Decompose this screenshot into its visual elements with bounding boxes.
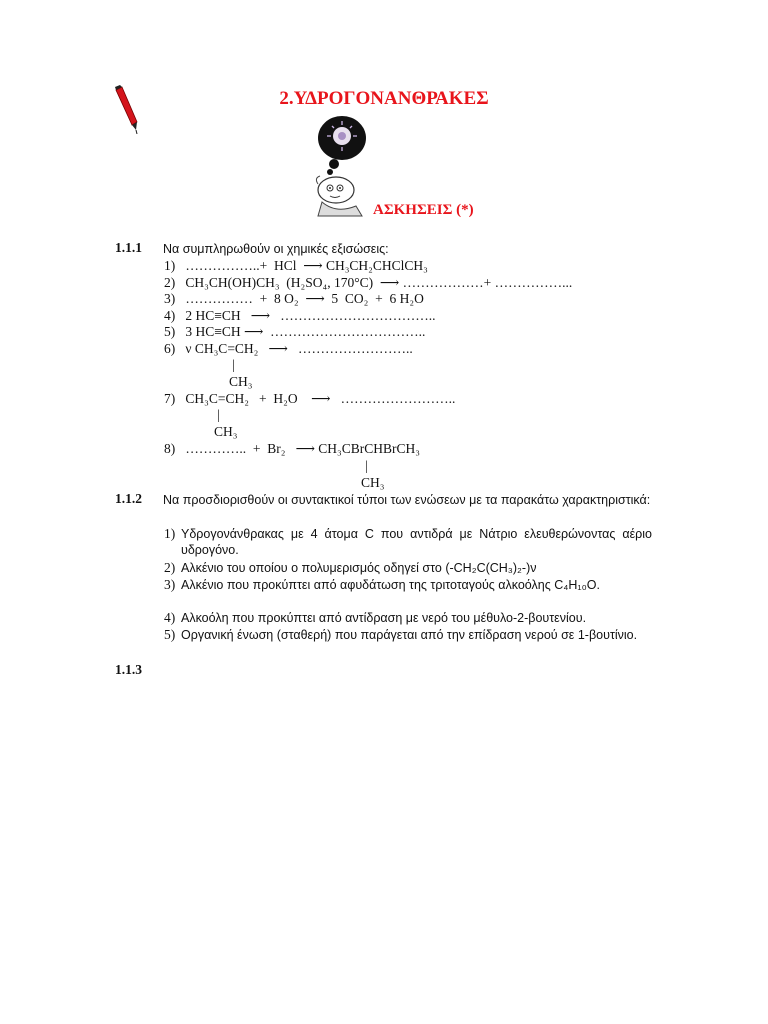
equation-5: 5) 3 HC≡CH ⟶ …………………………….. — [164, 324, 426, 339]
item-5-number: 5) — [164, 627, 176, 642]
exercises-heading: ΑΣΚΗΣΕΙΣ (*) — [373, 202, 474, 218]
item-2-text: Αλκένιο του οποίου ο πολυμερισμός οδηγεί στο (-CH₂C(CH₃)₂-)ν — [181, 561, 537, 575]
thinking-child-illustration — [306, 114, 374, 218]
item-4-text: Αλκοόλη που προκύπτει από αντίδραση με νερό του μέθυλο-2-βουτενίου. — [181, 611, 587, 625]
item-5-text: Οργανική ένωση (σταθερή) που παράγεται από την επίδραση νερού σε 1-βουτίνιο. — [181, 628, 638, 642]
exercise-number-1-1-3: 1.1.3 — [115, 662, 142, 677]
equation-1: 1) ……………..+ HCl ⟶ CH₃CH₂CHClCH₃ — [164, 258, 428, 273]
item-2-number: 2) — [164, 560, 176, 575]
equation-7: 7) CH₃C=CH₂ + H₂O ⟶ …………………….. — [164, 391, 456, 406]
item-3-text: Αλκένιο που προκύπτει από αφυδάτωση της τριτοταγούς αλκοόλης C₄H₁₀O. — [181, 578, 600, 592]
exercise-1-1-1-prompt: Να συμπληρωθούν οι χημικές εξισώσεις: — [163, 242, 389, 256]
equation-4: 4) 2 HC≡CH ⟶ …………………………….. — [164, 308, 436, 323]
equation-8-bond: | — [365, 458, 368, 473]
item-1-number: 1) — [164, 526, 176, 541]
exercise-1-1-2-prompt: Να προσδιορισθούν οι συντακτικοί τύποι των ενώσεων με τα παρακάτω χαρακτηριστικά: — [163, 493, 651, 507]
exercise-number-1-1-2: 1.1.2 — [115, 491, 142, 506]
equation-7-methyl: CH₃ — [214, 424, 238, 439]
equation-7-bond: | — [217, 407, 220, 422]
item-4-number: 4) — [164, 610, 176, 625]
exercise-number-1-1-1: 1.1.1 — [115, 240, 142, 255]
equation-8: 8) ………….. + Br₂ ⟶ CH₃CBrCHBrCH₃ — [164, 441, 420, 456]
page-title: 2.ΥΔΡΟΓΟΝΑΝΘΡΑΚΕΣ — [279, 88, 489, 109]
equation-3: 3) …………… + 8 O₂ ⟶ 5 CO₂ + 6 H₂O — [164, 291, 424, 306]
equation-8-methyl: CH₃ — [361, 475, 385, 490]
equation-6: 6) ν CH₃C=CH₂ ⟶ …………………….. — [164, 341, 413, 356]
equation-6-methyl: CH₃ — [229, 374, 253, 389]
equation-2: 2) CH₃CH(OH)CH₃ (H₂SO₄, 170°C) ⟶ ………………+ ……………... — [164, 275, 573, 290]
item-3-number: 3) — [164, 577, 176, 592]
item-1-text: Υδρογονάνθρακας με 4 άτομα C που αντιδρά με Νάτριο ελευθερώνοντας αέριο υδρογόνο. — [181, 527, 652, 557]
equation-6-bond: | — [232, 357, 235, 372]
